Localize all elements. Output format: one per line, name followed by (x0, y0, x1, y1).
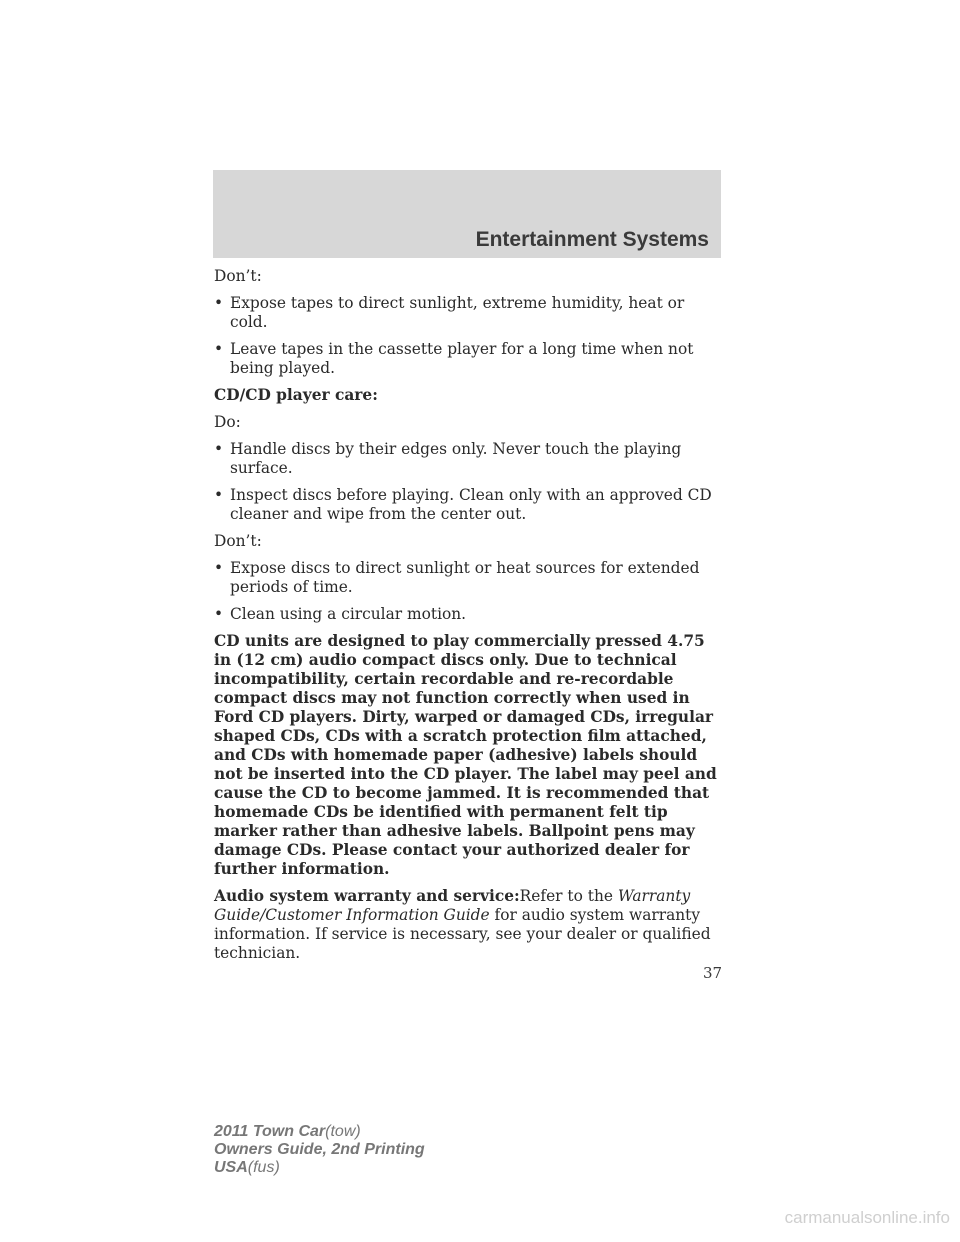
bullet-icon: • (214, 605, 224, 623)
main-content (214, 267, 724, 971)
warranty-text-end: for audio system warranty information. If service is necessary, see your dealer or qualified technician. (214, 906, 711, 962)
list-item-text: Leave tapes in the cassette player for a long time when not being played. (230, 340, 694, 377)
footer-market: USA (214, 1159, 248, 1176)
do-label: Do: (214, 413, 241, 431)
list-item (214, 559, 724, 597)
list-item-text: Inspect discs before playing. Clean only with an approved CD cleaner and wipe from the center out. (230, 486, 712, 523)
warranty-heading: Audio system warranty and service: (214, 887, 520, 905)
list-item (214, 294, 724, 332)
footer-line-2 (214, 1141, 425, 1159)
watermark: carmanualsonline.info (784, 1208, 950, 1227)
list-item-text: Handle discs by their edges only. Never touch the playing surface. (230, 440, 682, 477)
bullet-icon: • (214, 340, 224, 358)
footer (214, 1123, 425, 1177)
footer-line-1 (214, 1123, 425, 1141)
footer-model: 2011 Town Car (214, 1123, 326, 1140)
dont-label: Don’t: (214, 532, 262, 550)
header-band (213, 170, 721, 258)
footer-line-3 (214, 1159, 425, 1177)
footer-model-code: (tow) (325, 1123, 361, 1140)
list-item (214, 340, 724, 378)
bullet-icon: • (214, 440, 224, 458)
footer-guide: Owners Guide, 2nd Printing (214, 1141, 425, 1158)
page-number: 37 (703, 964, 723, 982)
list-item-text: Expose discs to direct sunlight or heat sources for extended periods of time. (230, 559, 700, 596)
section-title: Entertainment Systems (475, 228, 709, 251)
list-item-text: Clean using a circular motion. (230, 605, 467, 623)
bullet-icon: • (214, 559, 224, 577)
list-item (214, 605, 724, 624)
list-item-text: Expose tapes to direct sunlight, extreme humidity, heat or cold. (230, 294, 685, 331)
dont-label: Don’t: (214, 267, 262, 285)
list-item (214, 486, 724, 524)
warranty-paragraph (214, 887, 724, 963)
warranty-text-start: Refer to the (519, 887, 618, 905)
list-item (214, 440, 724, 478)
warranty-guide-title: Warranty Guide/Customer Information Guide (214, 887, 691, 924)
footer-market-code: (fus) (247, 1159, 280, 1176)
cd-care-heading: CD/CD player care: (214, 386, 378, 404)
cd-units-notice: CD units are designed to play commercially pressed 4.75 in (12 cm) audio compact discs only. Due to technical incompatibility, certain recordable and re-recordable compact discs may not function correctly when used in Ford CD players. Dirty, warped or damaged CDs, irregular shaped CDs, CDs with a scratch protection film attached, and CDs with homemade paper (adhesive) labels should not be inserted into the CD player. The label may peel and cause the CD to become jammed. It is recommended that homemade CDs be identified with permanent felt tip marker rather than adhesive labels. Ballpoint pens may damage CDs. Please contact your authorized dealer for further information. (214, 632, 717, 878)
bullet-icon: • (214, 294, 224, 312)
bullet-icon: • (214, 486, 224, 504)
